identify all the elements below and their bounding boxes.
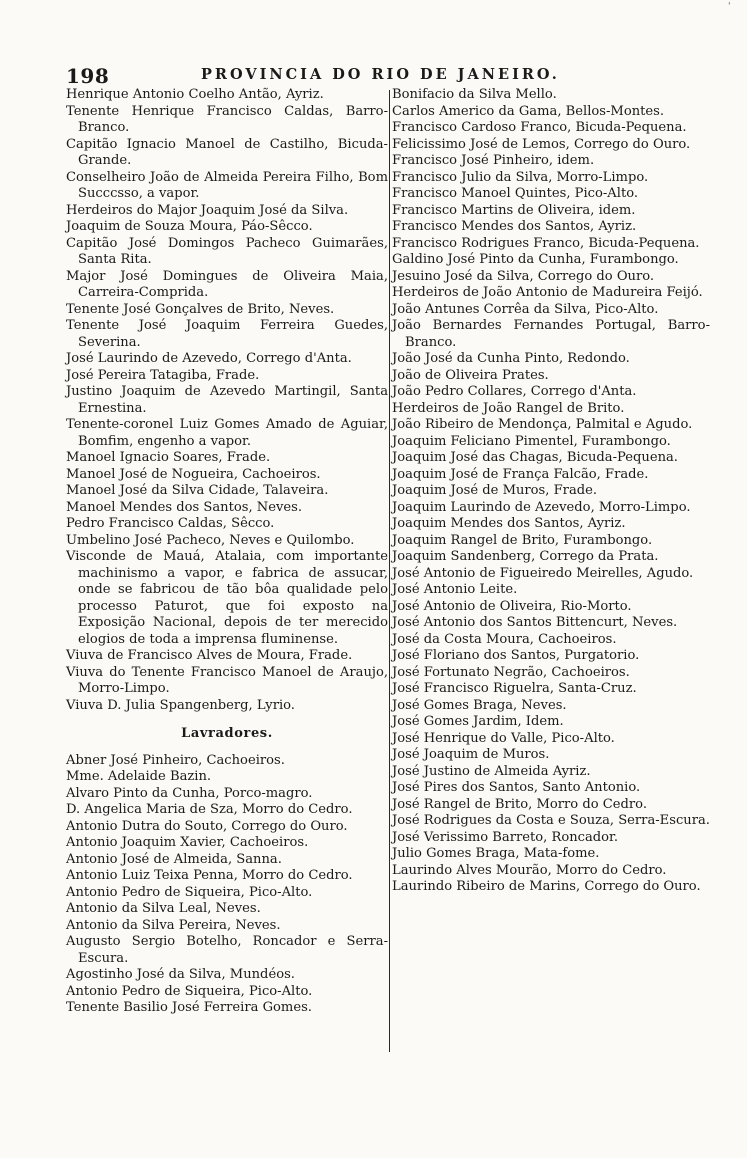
list-item: Augusto Sergio Botelho, Roncador e Serra-Escura. (66, 934, 388, 966)
list-item: Manoel José de Nogueira, Cachoeiros. (66, 466, 321, 482)
list-item: Antonio da Silva Pereira, Neves. (66, 917, 281, 933)
list-item: Capitão Ignacio Manoel de Castilho, Bicuda-Grande. (66, 136, 388, 168)
list-item: Joaquim de Souza Moura, Páo-Sêcco. (66, 219, 313, 234)
list-item: Joaquim Rangel de Brito, Furambongo. (392, 532, 653, 548)
list-item: Manoel Ignacio Soares, Frade. (66, 450, 271, 465)
list-item: Major José Domingues de Oliveira Maia, Carreira-Comprida. (66, 268, 388, 300)
list-item: Herdeiros do Major Joaquim José da Silva. (66, 202, 349, 218)
list-item: Joaquim José de Muros, Frade. (392, 483, 598, 498)
list-item: Francisco Mendes dos Santos, Ayriz. (392, 219, 637, 234)
list-item: Henrique Antonio Coelho Antão, Ayriz. (66, 87, 324, 102)
list-item: Herdeiros de João Rangel de Brito. (392, 400, 625, 416)
column-divider (389, 90, 390, 1052)
list-item: D. Angelica Maria de Sza, Morro do Cedro. (66, 802, 353, 817)
list-item: Laurindo Ribeiro de Marins, Corrego do Ouro. (392, 879, 701, 894)
list-item: José Joaquim de Muros. (392, 747, 550, 762)
list-item: Herdeiros de João Antonio de Madureira Feijó. (392, 285, 703, 300)
list-item: José Pereira Tatagiba, Frade. (66, 367, 260, 383)
list-item: Pedro Francisco Caldas, Sêcco. (66, 516, 275, 531)
list-item: Laurindo Alves Mourão, Morro do Cedro. (392, 862, 667, 878)
list-item: Joaquim Feliciano Pimentel, Furambongo. (392, 433, 671, 449)
list-item: Alvaro Pinto da Cunha, Porco-magro. (66, 785, 313, 801)
list-item: Manoel Mendes dos Santos, Neves. (66, 499, 303, 515)
corner-mark: ' (728, 2, 731, 12)
list-item: Mme. Adelaide Bazin. (66, 769, 212, 784)
list-item: Abner José Pinheiro, Cachoeiros. (66, 752, 285, 768)
list-item: Antonio Pedro de Siqueira, Pico-Alto. (66, 884, 313, 900)
list-item: Capitão José Domingos Pacheco Guimarães, Santa Rita. (66, 235, 388, 267)
running-title: PROVINCIA DO RIO DE JANEIRO. (201, 66, 560, 83)
list-item: José Laurindo de Azevedo, Corrego d'Anta. (66, 351, 352, 366)
list-item: José Antonio dos Santos Bittencurt, Neves. (392, 615, 678, 630)
list-item: Tenente Basilio José Ferreira Gomes. (66, 1000, 312, 1015)
list-item: João Pedro Collares, Corrego d'Anta. (392, 384, 637, 399)
list-item: Julio Gomes Braga, Mata-fome. (392, 846, 600, 861)
list-item: Joaquim José das Chagas, Bicuda-Pequena. (392, 450, 678, 465)
list-item: Tenente Henrique Francisco Caldas, Barro-Branco. (66, 103, 388, 135)
list-item: Joaquim Sandenberg, Corrego da Prata. (392, 549, 659, 564)
list-item: Francisco Julio da Silva, Morro-Limpo. (392, 169, 649, 185)
list-item: Francisco Martins de Oliveira, idem. (392, 202, 636, 218)
list-item: João José da Cunha Pinto, Redondo. (392, 351, 630, 366)
list-item: João de Oliveira Prates. (392, 367, 549, 383)
list-item: Joaquim José de França Falcão, Frade. (392, 466, 649, 482)
list-item: Viuva D. Julia Spangenberg, Lyrio. (66, 697, 295, 713)
list-item: Antonio Dutra do Souto, Corrego do Ouro. (66, 818, 348, 834)
list-item: José Rangel de Brito, Morro do Cedro. (392, 796, 647, 812)
list-item: José da Costa Moura, Cachoeiros. (392, 631, 617, 647)
list-item: Agostinho José da Silva, Mundéos. (66, 967, 295, 982)
list-item: Conselheiro João de Almeida Pereira Filho, Bom Succcsso, a vapor. (66, 169, 388, 201)
list-item: José Rodrigues da Costa e Souza, Serra-Escura. (392, 813, 710, 828)
list-item: José Antonio de Figueiredo Meirelles, Agudo. (392, 565, 694, 581)
list-item: Viuva do Tenente Francisco Manoel de Araujo, Morro-Limpo. (66, 664, 388, 696)
list-item: Francisco Cardoso Franco, Bicuda-Pequena. (392, 120, 687, 135)
list-item: Bonifacio da Silva Mello. (392, 87, 557, 102)
list-item: José Antonio Leite. (392, 582, 518, 597)
list-item: Antonio Pedro de Siqueira, Pico-Alto. (66, 983, 313, 999)
list-item: José Francisco Riguelra, Santa-Cruz. (392, 681, 637, 696)
right-column (392, 87, 710, 896)
list-item: José Antonio de Oliveira, Rio-Morto. (392, 598, 632, 614)
page-header (66, 64, 706, 88)
list-item: Umbelino José Pacheco, Neves e Quilombo. (66, 532, 355, 548)
list-item: Francisco José Pinheiro, idem. (392, 153, 595, 168)
list-item: Justino Joaquim de Azevedo Martingil, Santa Ernestina. (66, 384, 388, 416)
left-column (66, 87, 388, 1017)
list-item: Joaquim Laurindo de Azevedo, Morro-Limpo. (392, 499, 691, 515)
list-item: João Bernardes Fernandes Portugal, Barro-Branco. (392, 318, 710, 350)
list-item: José Henrique do Valle, Pico-Alto. (392, 730, 615, 746)
list-item: João Antunes Corrêa da Silva, Pico-Alto. (392, 301, 659, 317)
list-item: Antonio José de Almeida, Sanna. (66, 851, 282, 867)
list-item: José Pires dos Santos, Santo Antonio. (392, 780, 641, 795)
list-item: Joaquim Mendes dos Santos, Ayriz. (392, 516, 626, 531)
list-item: Antonio Luiz Teixa Penna, Morro do Cedro. (66, 868, 353, 883)
list-item: João Ribeiro de Mendonça, Palmital e Agudo. (392, 417, 693, 432)
section-heading-lavradores: Lavradores. (181, 726, 273, 741)
page-number: 198 (66, 64, 110, 88)
list-item: José Fortunato Negrão, Cachoeiros. (392, 664, 630, 680)
list-item: Antonio da Silva Leal, Neves. (66, 901, 261, 916)
list-item: José Gomes Braga, Neves. (392, 697, 567, 713)
list-item: José Verissimo Barreto, Roncador. (392, 829, 619, 845)
list-item: Antonio Joaquim Xavier, Cachoeiros. (66, 835, 309, 850)
list-item: Visconde de Mauá, Atalaia, com importante machinismo a vapor, e fabrica de assucar, onde se fabricou de tão bôa qualidade pelo processo Paturot, que foi exposto na Exposição Nacional, depois de ter merecido elogios de toda a imprensa fluminense. (66, 549, 388, 647)
list-item: José Justino de Almeida Ayriz. (392, 763, 591, 779)
list-item: Francisco Manoel Quintes, Pico-Alto. (392, 186, 639, 201)
list-item: Jesuino José da Silva, Corrego do Ouro. (392, 268, 655, 284)
list-item: Tenente-coronel Luiz Gomes Amado de Aguiar, Bomfim, engenho a vapor. (66, 417, 388, 449)
list-item: Tenente José Joaquim Ferreira Guedes, Severina. (66, 318, 388, 350)
list-item: Felicissimo José de Lemos, Corrego do Ouro. (392, 136, 691, 152)
list-item: Manoel José da Silva Cidade, Talaveira. (66, 483, 329, 498)
list-item: Galdino José Pinto da Cunha, Furambongo. (392, 252, 679, 267)
list-item: José Gomes Jardim, Idem. (392, 714, 564, 729)
list-item: Francisco Rodrigues Franco, Bicuda-Pequena. (392, 235, 700, 251)
list-item: Carlos Americo da Gama, Bellos-Montes. (392, 103, 665, 119)
list-item: Tenente José Gonçalves de Brito, Neves. (66, 301, 335, 317)
list-item: Viuva de Francisco Alves de Moura, Frade. (66, 648, 353, 663)
list-item: José Floriano dos Santos, Purgatorio. (392, 648, 640, 663)
